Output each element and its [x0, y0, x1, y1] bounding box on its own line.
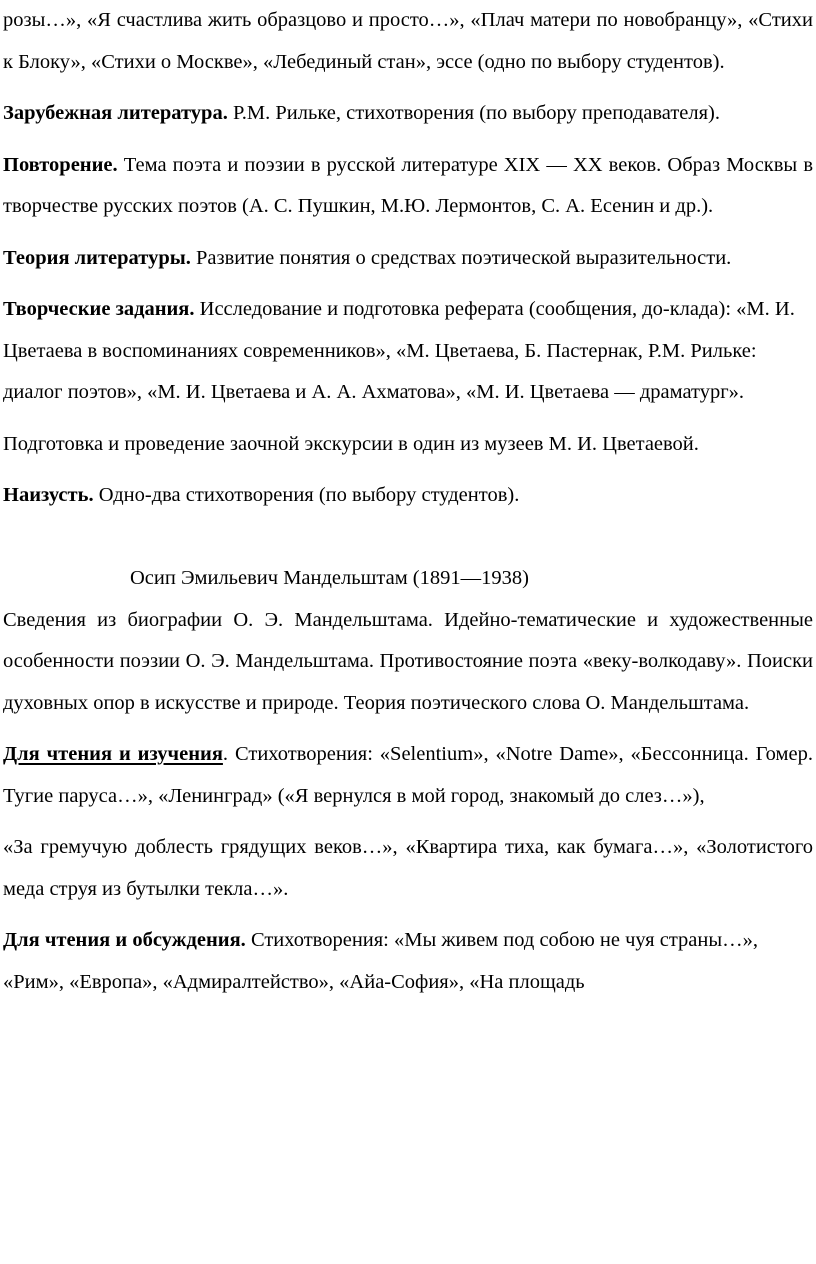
paragraph-text: Тема поэта и поэзии в русской литературе XIX — XX веков. Образ Москвы в творчестве русских поэтов (А. С. Пушкин, М.Ю. Лермонтов, С. А. Есенин и др.).: [3, 153, 813, 217]
section-label-reading-and-discussion: Для чтения и обсуждения.: [3, 929, 246, 951]
section-heading-mandelstam: Осип Эмильевич Мандельштам (1891—1938): [130, 567, 529, 589]
section-label-creative-tasks: Творческие задания.: [3, 298, 195, 320]
paragraph-text: розы…», «Я счастлива жить образцово и просто…», «Плач матери по новобранцу», «Стихи к Блоку», «Стихи о Москве», «Лебединый стан», эссе (одно по выбору студентов).: [3, 9, 813, 73]
paragraph-text: Исследование и подготовка реферата (сообщения, до-клада): «М. И. Цветаева в воспоминаниях современников», «М. Цветаева, Б. Пастернак, Р.М. Рильке: диалог поэтов», «М. И. Цветаева и А. А. Ахматова», «М. И. Цветаева — драматург».: [3, 298, 795, 403]
section-label-foreign-literature: Зарубежная литература.: [3, 102, 228, 124]
paragraph-gap: [3, 279, 813, 289]
paragraph-literary-theory: [3, 238, 813, 280]
paragraph-gap: [3, 83, 813, 93]
paragraph-gap: [3, 414, 813, 424]
paragraph-text: Развитие понятия о средствах поэтической выразительности.: [190, 246, 732, 269]
paragraph-excursion: [3, 424, 813, 466]
paragraph-tsvetaeva-reading-list-continued: [3, 0, 813, 83]
paragraph-text: Р.М. Рильке, стихотворения (по выбору преподавателя).: [227, 102, 721, 124]
paragraph-gap: [3, 465, 813, 475]
paragraph-mandelstam-biography: [3, 600, 813, 725]
paragraph-gap: [3, 817, 813, 827]
paragraph-creative-tasks: [3, 289, 813, 414]
document-page: [3, 0, 813, 1003]
paragraph-text: Стихотворения: «Мы живем под собою не чуя страны…», «Рим», «Европа», «Адмиралтейство», «Айа-София», «На площадь: [3, 929, 759, 993]
paragraph-by-heart: [3, 475, 813, 517]
paragraph-text: Подготовка и проведение заочной экскурсии в один из музеев М. И. Цветаевой.: [3, 432, 699, 455]
paragraph-gap: [3, 228, 813, 238]
section-label-reading-and-study: Для чтения и изучения: [3, 743, 223, 765]
paragraph-text: «За гремучую доблесть грядущих веков…», «Квартира тиха, как бумага…», «Золотистого меда струя из бутылки текла…».: [3, 836, 813, 900]
paragraph-text: Сведения из биографии О. Э. Мандельштама. Идейно-тематические и художественные особенности поэзии О. Э. Мандельштама. Противостояние поэта «веку-волкодаву». Поиски духовных опор в искусстве и природе. Теория поэтического слова О. Мандельштама.: [3, 608, 813, 714]
paragraph-reading-and-discussion: [3, 920, 813, 1003]
paragraph-foreign-literature: [3, 93, 813, 135]
paragraph-gap: [3, 910, 813, 920]
paragraph-gap: [3, 135, 813, 145]
blank-line: [3, 517, 813, 559]
paragraph-gap: [3, 724, 813, 734]
paragraph-review: [3, 145, 813, 228]
paragraph-poems-list: [3, 827, 813, 910]
section-label-review: Повторение.: [3, 153, 118, 176]
section-label-literary-theory: Теория литературы.: [3, 246, 191, 269]
paragraph-text: Одно-два стихотворения (по выбору студентов).: [93, 484, 520, 506]
section-label-by-heart: Наизусть.: [3, 484, 94, 506]
paragraph-text: . Стихотворения: «Selentium», «Notre Dame», «Бессонница. Гомер. Тугие паруса…», «Ленинград» («Я вернулся в мой город, знакомый до слез…»),: [3, 743, 813, 807]
paragraph-reading-and-study: [3, 734, 813, 817]
